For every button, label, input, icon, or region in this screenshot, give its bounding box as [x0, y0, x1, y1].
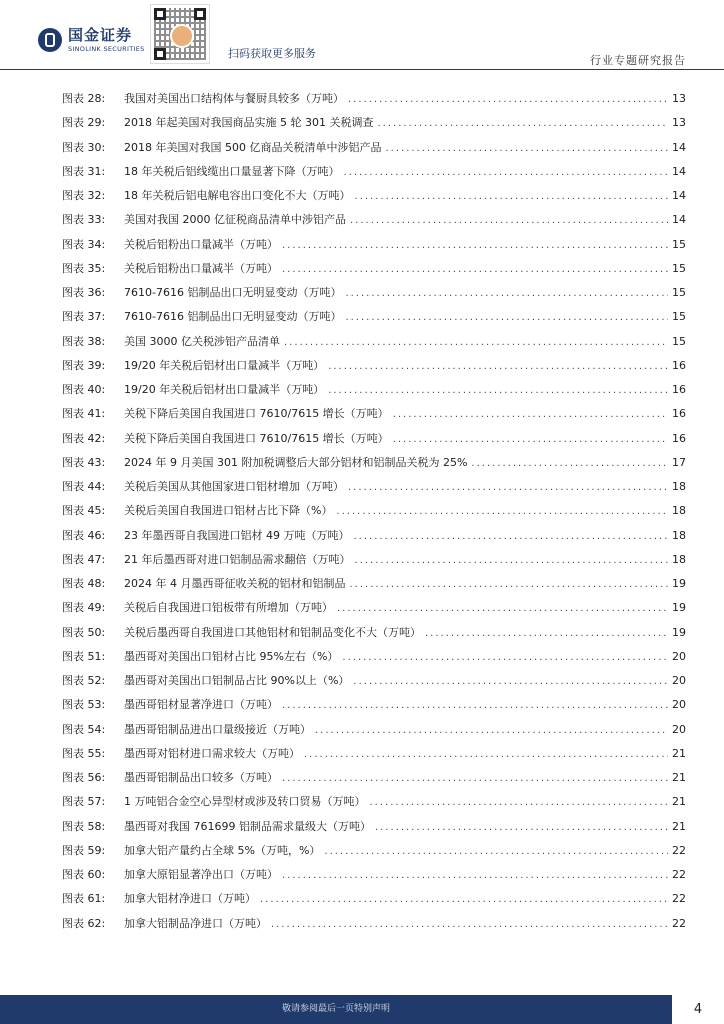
toc-entry-page: 21 [672, 795, 686, 809]
toc-dot-leader [271, 916, 668, 934]
toc-entry[interactable] [62, 211, 686, 229]
toc-entry-label: 图表 61: [62, 892, 106, 906]
toc-entry-label: 图表 37: [62, 310, 106, 324]
toc-entry[interactable] [62, 915, 686, 933]
toc-entry[interactable] [62, 502, 686, 520]
toc-entry-page: 22 [672, 843, 686, 857]
toc-entry-page: 14 [672, 189, 686, 202]
toc-entry-title: 19/20 年关税后铝材出口量减半（万吨） [124, 358, 325, 372]
page-footer [0, 995, 672, 1024]
toc-entry-title: 关税后美国自我国进口铝材占比下降（%） [124, 504, 333, 518]
toc-entry-title: 墨西哥铝材显著净进口（万吨） [124, 698, 278, 712]
toc-entry-title: 加拿大原铝显著净出口（万吨） [124, 868, 278, 881]
toc-entry-label: 图表 52: [62, 674, 106, 687]
toc-entry-title: 1 万吨铝合金空心异型材或涉及转口贸易（万吨） [124, 795, 366, 809]
toc-entry-page: 15 [672, 334, 686, 348]
toc-entry-label: 图表 51: [62, 649, 106, 663]
toc-entry[interactable] [62, 187, 686, 205]
toc-entry-label: 图表 33: [62, 213, 106, 227]
toc-entry-page: 13 [672, 92, 686, 105]
toc-entry-page: 22 [672, 868, 686, 881]
toc-dot-leader [324, 843, 668, 861]
toc-entry[interactable] [62, 599, 686, 617]
toc-entry-label: 图表 38: [62, 334, 106, 348]
toc-entry-page: 17 [672, 455, 686, 469]
toc-entry[interactable] [62, 284, 686, 302]
page-number: 4 [693, 1002, 703, 1017]
toc-entry-label: 图表 46: [62, 528, 106, 542]
toc-dot-leader [315, 722, 668, 740]
toc-entry-label: 图表 44: [62, 480, 106, 493]
toc-entry-page: 21 [672, 746, 686, 760]
toc-entry-title: 墨西哥铝制品进出口量级接近（万吨） [124, 722, 311, 736]
toc-entry-title: 18 年关税后铝电解电容出口变化不大（万吨） [124, 189, 351, 202]
toc-entry[interactable] [62, 478, 686, 496]
toc-entry-title: 7610-7616 铝制品出口无明显变动（万吨） [124, 310, 342, 324]
toc-entry[interactable] [62, 624, 686, 642]
toc-entry-title: 关税后墨西哥自我国进口其他铝材和铝制品变化不大（万吨） [124, 625, 421, 639]
toc-entry-page: 16 [672, 431, 686, 445]
toc-dot-leader [282, 867, 668, 885]
toc-entry-title: 关税后铝粉出口量减半（万吨） [124, 261, 278, 275]
toc-entry-label: 图表 45: [62, 504, 106, 518]
toc-dot-leader [282, 261, 668, 279]
toc-entry-label: 图表 36: [62, 286, 106, 299]
toc-entry-page: 18 [672, 528, 686, 542]
toc-entry-page: 14 [672, 140, 686, 154]
toc-entry-title: 2018 年美国对我国 500 亿商品关税清单中涉铝产品 [124, 140, 382, 154]
toc-dot-leader [355, 552, 669, 570]
toc-dot-leader [304, 746, 668, 764]
toc-entry-page: 18 [672, 552, 686, 566]
toc-dot-leader [345, 309, 668, 327]
toc-entry-title: 2018 年起美国对我国商品实施 5 轮 301 关税调查 [124, 116, 374, 130]
toc-entry[interactable] [62, 818, 686, 836]
toc-entry-title: 美国 3000 亿关税涉铝产品清单 [124, 334, 280, 348]
toc-dot-leader [353, 673, 668, 691]
toc-entry-page: 15 [672, 237, 686, 251]
toc-dot-leader [344, 164, 669, 182]
toc-entry-label: 图表 32: [62, 189, 106, 202]
toc-entry[interactable] [62, 575, 686, 593]
toc-entry-label: 图表 31: [62, 164, 106, 178]
toc-entry-page: 14 [672, 164, 686, 178]
toc-entry[interactable] [62, 430, 686, 448]
toc-entry[interactable] [62, 769, 686, 787]
toc-entry-title: 关税后美国从其他国家进口铝材增加（万吨） [124, 480, 344, 493]
toc-entry-title: 2024 年 4 月墨西哥征收关税的铝材和铝制品 [124, 577, 346, 590]
toc-entry[interactable] [62, 357, 686, 375]
toc-dot-leader [337, 600, 668, 618]
toc-entry[interactable] [62, 139, 686, 157]
toc-entry-page: 19 [672, 601, 686, 615]
toc-entry-label: 图表 40: [62, 383, 106, 396]
toc-entry-label: 图表 34: [62, 237, 106, 251]
toc-entry-title: 墨西哥对美国出口铝制品占比 90%以上（%） [124, 674, 350, 687]
toc-dot-leader [349, 576, 668, 594]
toc-entry-label: 图表 49: [62, 601, 106, 615]
toc-entry[interactable] [62, 90, 686, 108]
scan-text: 扫码获取更多服务 [228, 47, 316, 60]
toc-entry-label: 图表 41: [62, 407, 106, 421]
toc-dot-leader [342, 649, 668, 667]
toc-entry-title: 23 年墨西哥自我国进口铝材 49 万吨（万吨） [124, 528, 350, 542]
toc-dot-leader [471, 455, 668, 473]
toc-entry-page: 15 [672, 310, 686, 324]
toc-entry[interactable] [62, 381, 686, 399]
toc-entry-label: 图表 47: [62, 552, 106, 566]
toc-entry-label: 图表 30: [62, 140, 106, 154]
toc-entry-label: 图表 53: [62, 698, 106, 712]
toc-dot-leader [282, 237, 668, 255]
toc-entry-title: 21 年后墨西哥对进口铝制品需求翻倍（万吨） [124, 552, 351, 566]
toc-dot-leader [336, 503, 668, 521]
toc-entry-title: 墨西哥对我国 761699 铝制品需求量级大（万吨） [124, 819, 371, 833]
toc-entry-page: 20 [672, 698, 686, 712]
toc-entry-page: 19 [672, 577, 686, 590]
toc-dot-leader [393, 431, 668, 449]
toc-dot-leader [284, 334, 668, 352]
toc-entry[interactable] [62, 114, 686, 132]
toc-entry[interactable] [62, 260, 686, 278]
toc-entry[interactable] [62, 454, 686, 472]
toc-entry-title: 7610-7616 铝制品出口无明显变动（万吨） [124, 286, 342, 299]
page-header [0, 0, 724, 72]
toc-entry-page: 16 [672, 407, 686, 421]
toc-entry-page: 19 [672, 625, 686, 639]
toc-entry-page: 18 [672, 504, 686, 518]
toc-entry[interactable] [62, 308, 686, 326]
toc-entry-page: 20 [672, 649, 686, 663]
toc-dot-leader [328, 358, 668, 376]
toc-entry-title: 关税下降后美国自我国进口 7610/7615 增长（万吨） [124, 407, 389, 421]
toc-entry[interactable] [62, 866, 686, 884]
header-divider [0, 69, 724, 70]
toc-entry-title: 19/20 年关税后铝材出口量减半（万吨） [124, 383, 325, 396]
logo-cn: 国金证券 [68, 26, 133, 44]
toc-dot-leader [282, 697, 668, 715]
toc-entry[interactable] [62, 648, 686, 666]
toc-entry-page: 22 [672, 916, 686, 930]
toc-entry-page: 20 [672, 722, 686, 736]
qr-code-icon[interactable] [150, 4, 210, 64]
toc-entry-title: 关税后自我国进口铝板带有所增加（万吨） [124, 601, 333, 615]
toc-entry-page: 21 [672, 819, 686, 833]
toc-dot-leader [377, 115, 668, 133]
company-logo [38, 28, 145, 53]
toc-dot-leader [355, 188, 669, 206]
toc-entry[interactable] [62, 721, 686, 739]
toc-dot-leader [370, 794, 669, 812]
toc-entry-title: 关税后铝粉出口量减半（万吨） [124, 237, 278, 251]
logo-text [68, 28, 145, 53]
toc-entry[interactable] [62, 745, 686, 763]
toc-entry-page: 18 [672, 480, 686, 493]
toc-entry-label: 图表 62: [62, 916, 106, 930]
toc-dot-leader [348, 91, 668, 109]
toc-entry-title: 美国对我国 2000 亿征税商品清单中涉铝产品 [124, 213, 346, 227]
toc-dot-leader [260, 891, 668, 909]
toc-entry-label: 图表 58: [62, 819, 106, 833]
toc-dot-leader [348, 479, 668, 497]
toc-entry[interactable] [62, 672, 686, 690]
toc-entry-label: 图表 59: [62, 843, 106, 857]
toc-entry-label: 图表 28: [62, 92, 106, 105]
toc-entry-label: 图表 56: [62, 771, 106, 784]
toc-entry-label: 图表 43: [62, 455, 106, 469]
toc-entry-page: 15 [672, 286, 686, 299]
toc-entry-page: 15 [672, 261, 686, 275]
toc-entry-title: 加拿大铝制品净进口（万吨） [124, 916, 267, 930]
toc-entry-label: 图表 39: [62, 358, 106, 372]
toc-entry-page: 20 [672, 674, 686, 687]
toc-entry-title: 我国对美国出口结构体与餐厨具较多（万吨） [124, 92, 344, 105]
footer-disclaimer: 敬请参阅最后一页特别声明 [281, 1004, 390, 1014]
toc-entry[interactable] [62, 333, 686, 351]
toc-entry-label: 图表 35: [62, 261, 106, 275]
toc-entry-title: 18 年关税后铝线缆出口量显著下降（万吨） [124, 164, 340, 178]
toc-dot-leader [345, 285, 668, 303]
toc-entry-label: 图表 57: [62, 795, 106, 809]
logo-en: SINOLINK SECURITIES [68, 45, 145, 53]
toc-entry-label: 图表 48: [62, 577, 106, 590]
toc-entry[interactable] [62, 163, 686, 181]
toc-dot-leader [393, 406, 668, 424]
toc-dot-leader [385, 140, 668, 158]
toc-dot-leader [350, 212, 668, 230]
toc-entry-page: 22 [672, 892, 686, 906]
toc-entry[interactable] [62, 551, 686, 569]
toc-dot-leader [282, 770, 668, 788]
toc-entry[interactable] [62, 236, 686, 254]
toc-entry-label: 图表 54: [62, 722, 106, 736]
toc-entry-label: 图表 55: [62, 746, 106, 760]
toc-dot-leader [375, 819, 668, 837]
toc-entry-page: 16 [672, 383, 686, 396]
toc-entry[interactable] [62, 527, 686, 545]
toc-entry-title: 墨西哥铝制品出口较多（万吨） [124, 771, 278, 784]
toc-entry-title: 墨西哥对铝材进口需求较大（万吨） [124, 746, 300, 760]
logo-mark-icon [38, 28, 62, 52]
toc-dot-leader [353, 528, 668, 546]
toc-entry-page: 14 [672, 213, 686, 227]
toc-entry-label: 图表 42: [62, 431, 106, 445]
toc-entry-label: 图表 60: [62, 868, 106, 881]
toc-entry-title: 墨西哥对美国出口铝材占比 95%左右（%） [124, 649, 339, 663]
report-category: 行业专题研究报告 [590, 54, 686, 67]
toc-entry[interactable] [62, 842, 686, 860]
toc-entry-label: 图表 29: [62, 116, 106, 130]
toc-entry-title: 关税下降后美国自我国进口 7610/7615 增长（万吨） [124, 431, 389, 445]
toc-entry-title: 加拿大铝材净进口（万吨） [124, 892, 256, 906]
toc-entry[interactable] [62, 696, 686, 714]
toc-entry[interactable] [62, 405, 686, 423]
toc-entry[interactable] [62, 890, 686, 908]
toc-dot-leader [328, 382, 668, 400]
toc-entry-page: 16 [672, 358, 686, 372]
toc-entry-title: 2024 年 9 月美国 301 附加税调整后大部分铝材和铝制品关税为 25% [124, 455, 468, 469]
toc-entry-label: 图表 50: [62, 625, 106, 639]
toc-entry-title: 加拿大铝产量约占全球 5%（万吨，%） [124, 843, 321, 857]
toc-entry-page: 13 [672, 116, 686, 130]
toc-dot-leader [425, 625, 668, 643]
toc-entry[interactable] [62, 793, 686, 811]
toc-entry-page: 21 [672, 771, 686, 784]
